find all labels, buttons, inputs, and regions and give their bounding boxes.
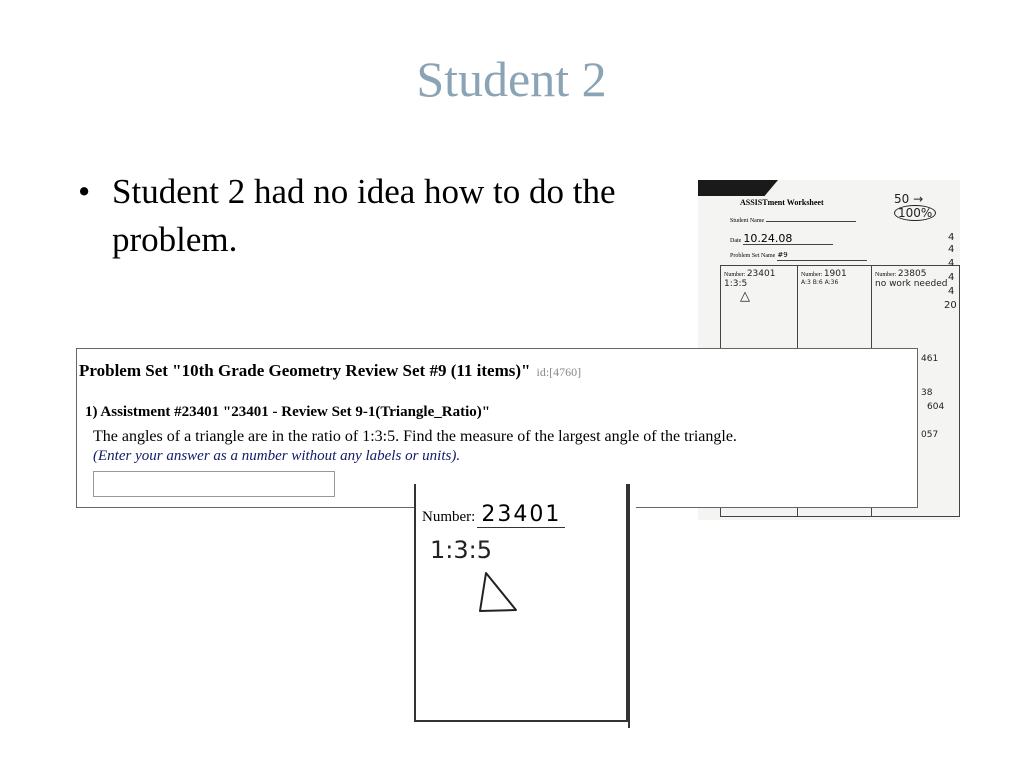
scan-shadow — [698, 180, 778, 196]
problem-set-name: Problem Set "10th Grade Geometry Review Set #9 (11 items)" — [79, 361, 531, 380]
problem-set-value: #9 — [777, 250, 867, 261]
bullet-list — [76, 168, 636, 264]
worksheet-cell — [724, 269, 794, 304]
date-value: 10.24.08 — [743, 234, 833, 245]
cell-work: no work needed — [875, 279, 948, 289]
lower-mark: 604 — [927, 402, 945, 412]
bullet-item: • Student 2 had no idea how to do the problem. — [76, 168, 636, 264]
slide-title: Student 2 — [416, 51, 607, 107]
cell-number: 23401 — [746, 269, 776, 279]
zoom-number-field — [422, 502, 565, 527]
worksheet-cell — [875, 269, 955, 289]
worksheet-cell — [801, 269, 869, 286]
student-name-label: Student Name — [730, 218, 765, 224]
lower-mark: 38 — [921, 388, 933, 398]
margin-mark: 4 — [948, 258, 955, 269]
margin-mark: 4 — [948, 232, 955, 243]
lower-mark: 057 — [921, 430, 939, 440]
cell-number: 1901 — [823, 269, 847, 279]
cell-label: Number: — [875, 272, 897, 278]
zoom-ratio: 1:3:5 — [430, 536, 492, 564]
cell-number: 23805 — [897, 269, 927, 279]
problem-set-id: id:[4760] — [536, 365, 582, 379]
margin-mark: 4 — [948, 244, 955, 255]
cell-work: 1:3:5 — [724, 279, 748, 289]
problem-set-field — [730, 250, 867, 261]
answer-hint: (Enter your answer as a number without any labels or units). — [93, 448, 461, 464]
zoomed-scan — [414, 484, 636, 728]
worksheet-score — [894, 192, 960, 220]
zoom-number-value: 23401 — [477, 502, 565, 528]
worksheet-heading: ASSISTment Worksheet — [740, 198, 824, 207]
margin-mark: 4 — [948, 272, 955, 283]
student-name-line — [766, 221, 856, 222]
triangle-icon — [476, 570, 520, 614]
cell-work: A:3 B:6 A:36 — [801, 279, 839, 286]
triangle-icon: △ — [740, 289, 750, 304]
margin-mark: 20 — [944, 300, 957, 311]
date-label: Date — [730, 238, 742, 244]
cell-label: Number: — [724, 272, 746, 278]
zoom-number-label: Number: — [422, 509, 476, 525]
zoom-column-edge — [628, 484, 638, 728]
score-circled: 100% — [894, 205, 936, 221]
student-name-field — [730, 218, 856, 224]
score-text: 50 → — [894, 192, 924, 206]
lower-mark: 461 — [921, 354, 939, 364]
problem-set-label: Problem Set Name — [730, 253, 776, 259]
answer-input[interactable] — [93, 471, 335, 497]
date-field — [730, 234, 833, 245]
question-text: The angles of a triangle are in the ratio of 1:3:5. Find the measure of the largest angle of the triangle. — [93, 428, 737, 445]
cell-label: Number: — [801, 272, 823, 278]
margin-mark: 4 — [948, 286, 955, 297]
problem-set-title — [79, 361, 581, 381]
assistment-title: 1) Assistment #23401 "23401 - Review Set 9-1(Triangle_Ratio)" — [85, 404, 491, 420]
